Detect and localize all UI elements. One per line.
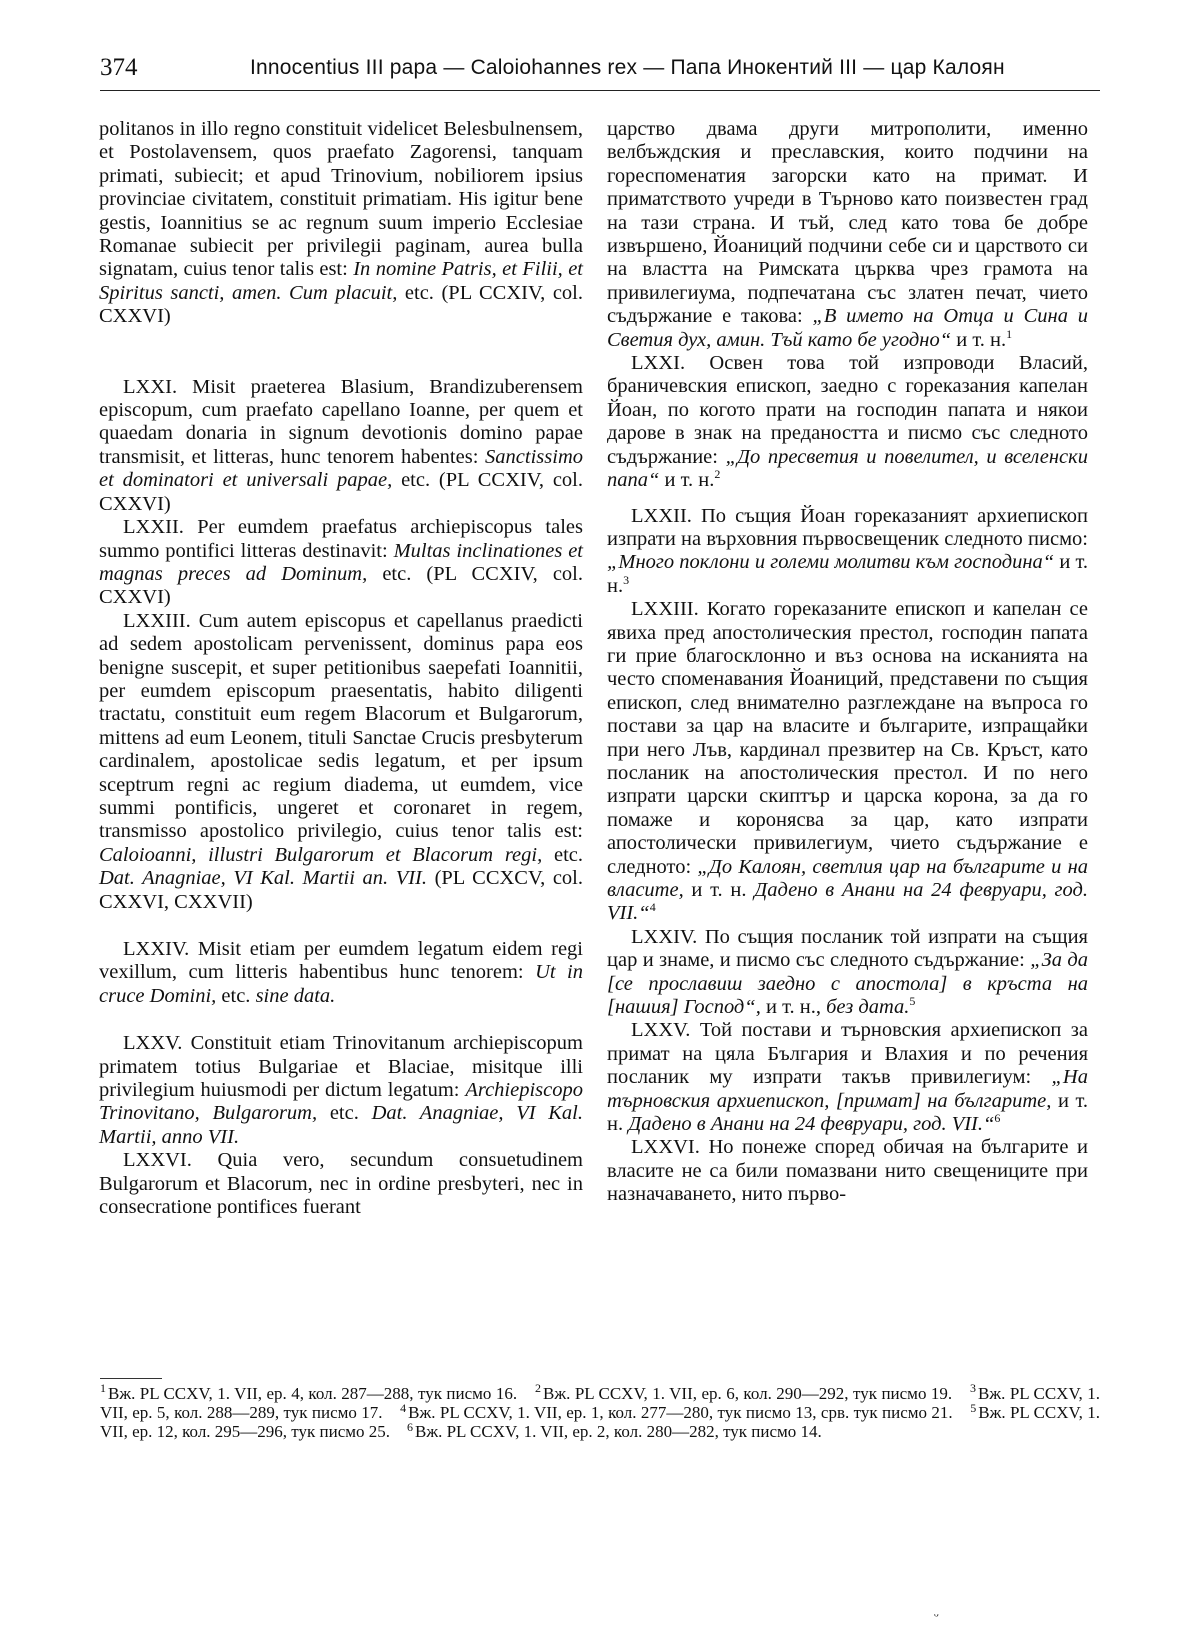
bulgarian-paragraph-71: LXXI. Освен това той изпроводи Власий, браничевския епископ, заедно с гореказания капелан Йоан, по когото прати на господин папата и някои дарове в знак на предаността и писмо със следното съдържание: „До пресветия и повелител, и вселенски папа“ и т. н.$^2$	[607, 352, 1088, 492]
footnote-ref: 3	[623, 572, 630, 587]
latin-paragraph-71: LXXI. Misit praeterea Blasium, Brandizuberensem episcopum, cum praefato capellano Ioanne, per quem et quaedam donaria in signum devotionis domino papae transmisit, et litteras, hunc tenorem habentes: Sanctissimo et dominatori et universali papae, etc. (PL CCXIV, col. CXXVI)	[99, 375, 583, 515]
latin-paragraph-76: LXXVI. Quia vero, secundum consuetudinem Bulgarorum et Blacorum, nec in ordine presbyteri, nec in consecratione pontifices fuerant	[99, 1149, 583, 1219]
footnote-1: $^1$ Вж. PL CCXV, 1. VII, ер. 4, кол. 287—288, тук писмо 16.	[100, 1381, 518, 1403]
bulgarian-paragraph-76: LXXVI. Но понеже според обичая на българите и власите не са били помазвани нито свещениците при назначаването, нито първо-	[607, 1136, 1088, 1206]
footnotes	[100, 1381, 1101, 1442]
footnote-2: $^2$ Вж. PL CCXV, 1. VII, ер. 6, кол. 290—292, тук писмо 19.	[535, 1381, 953, 1403]
bulgarian-column	[607, 118, 1088, 1207]
footnote-ref: 4	[649, 900, 656, 915]
latin-paragraph-intro: politanos in illo regno constituit videlicet Belesbulnensem, et Postolavensem, quos praefato Zagorensi, tanquam primati, subiecit; et apud Trinovium, nobiliorem ipsius provinciae civitatem, constituit primatiam. His igitur bene gestis, Ioannitius se ac regnum suum imperio Ecclesiae Romanae subiecit per privilegii paginam, aurea bulla signatam, cuius tenor talis est: In nomine Patris, et Filii, et Spiritus sancti, amen. Cum placuit, etc. (PL CCXIV, col. CXXVI)	[99, 118, 583, 328]
latin-paragraph-74: LXXIV. Misit etiam per eumdem legatum eidem regi vexillum, cum litteris habentibus hunc tenorem: Ut in cruce Domini, etc. sine data.	[99, 938, 583, 1007]
footnote-ref: 2	[714, 467, 721, 482]
footnote-ref: 5	[909, 994, 916, 1009]
footnote-6: $^6$ Вж. PL CCXV, 1. VII, ер. 2, кол. 280—282, тук писмо 14.	[407, 1419, 822, 1442]
footnote-5: $^5$ Вж. PL CCXV, 1. VII, ер. 12, кол. 295—296, тук писмо 25.	[100, 1400, 1101, 1442]
latin-paragraph-73: LXXIII. Cum autem episcopus et capellanus praedicti ad sedem apostolicam pervenissent, dominus papa eos benigne suscepit, et super petitionibus saepefati Ioannitii, per eumdem episcopum praesentatis, habito diligenti tractatu, constituit eum regem Blacorum et Bulgarorum, mittens ad eum Leonem, tituli Sanctae Crucis presbyterum cardinalem, apostolicae sedis legatum, et per ipsum sceptrum regni ac regium diadema, ut eumdem, vice summi pontificis, ungeret et coronaret in regem, transmisso apostolico privilegio, cuius tenor talis est: Caloioanni, illustri Bulgarorum et Blacorum regi, etc. Dat. Anagniae, VI Kal. Martii an. VII. (PL CCXCV, col. CXXVI, CXXVII)	[99, 609, 583, 913]
bulgarian-paragraph-75: LXXV. Той постави и търновския архиепископ за примат на цяла България и Влахия и по речения посланик му изпрати такъв привилегиум: „На търновския архиепископ, [примат] на българите, и т. н. Дадено в Анани на 24 февруари, год. VII.“$^6$	[607, 1019, 1088, 1136]
bulgarian-paragraph-intro: царство двама други митрополити, именно велбъждския и преславския, които подчини на гореспоменатия загорски като на примат. И приматството учреди в Търново като поизвестен град на тази страна. И тъй, след като това бе добре извършено, Йоаниций подчини себе си и царството си на властта на Римската църква чрез грамота на привилегиума, подпечатана със златен печат, чието съдържание е такова: „В името на Отца и Сина и Светия дух, амин. Тъй като бе угодно“ и т. н.$^1$	[607, 118, 1088, 351]
bulgarian-paragraph-74: LXXIV. По същия посланик той изпрати на същия цар и знаме, и писмо със следното съдържание: „За да [се прославиш заедно с апостола] в кръста на [нашия] Господ“, и т. н., без дата.$^5$	[607, 925, 1088, 1019]
latin-paragraph-75: LXXV. Constituit etiam Trinovitanum archiepiscopum primatem totius Bulgariae et Blaciae, misitque illi privilegium huiusmodi per dictum legatum: Archiepiscopo Trinovitano, Bulgarorum, etc. Dat. Anagniae, VI Kal. Martii, anno VII.	[99, 1032, 583, 1148]
footnote-ref: 6	[994, 1111, 1001, 1126]
footnote-ref: 1	[1006, 326, 1013, 341]
footnote-4: $^4$ Вж. PL CCXV, 1. VII, ер. 1, кол. 277—280, тук писмо 13, срв. тук писмо 21.	[400, 1400, 953, 1423]
printer-mark: ᵕ	[934, 1608, 939, 1625]
bulgarian-paragraph-72: LXXII. По същия Йоан гореказаният архиепископ изпрати на върховния първосвещеник следното писмо: „Много поклони и големи молитви към господина“ и т. н.$^3$	[607, 504, 1089, 597]
page-number: 374	[100, 54, 138, 81]
footnote-rule	[100, 1378, 162, 1379]
footnote-3: $^3$ Вж. PL CCXV, 1. VII, ер. 5, кол. 288—289, тук писмо 17.	[100, 1381, 1101, 1423]
latin-column	[99, 118, 583, 1219]
running-head: Innocentius III papa — Caloiohannes rex — Папа Инокентий III — цар Калоян	[250, 56, 1005, 79]
bulgarian-paragraph-73: LXXIII. Когато гореказаните епископ и капелан се явиха пред апостолическия престол, господин папата ги прие благосклонно и въз основа на исканията на често споменавания Йоаниций, представени по същия епископ, след внимателно разглеждане на въпроса го постави за цар на власите и българите, изпращайки при него Лъв, кардинал презвитер на Св. Кръст, като посланик на апостолическия престол. И по него изпрати царски скиптър и царска корона, за да го помаже и коронясва за цар, като изпрати апостолически привилегиум, чието съдържание е следното: „До Калоян, светлия цар на българите и на власите, и т. н. Дадено в Анани на 24 февруари, год. VII.“$^4$	[607, 598, 1089, 925]
latin-paragraph-72: LXXII. Per eumdem praefatus archiepiscopus tales summo pontifici litteras destinavit: Multas inclinationes et magnas preces ad Dominum, etc. (PL CCXIV, col. CXXVI)	[99, 516, 583, 609]
running-header	[100, 50, 1100, 91]
